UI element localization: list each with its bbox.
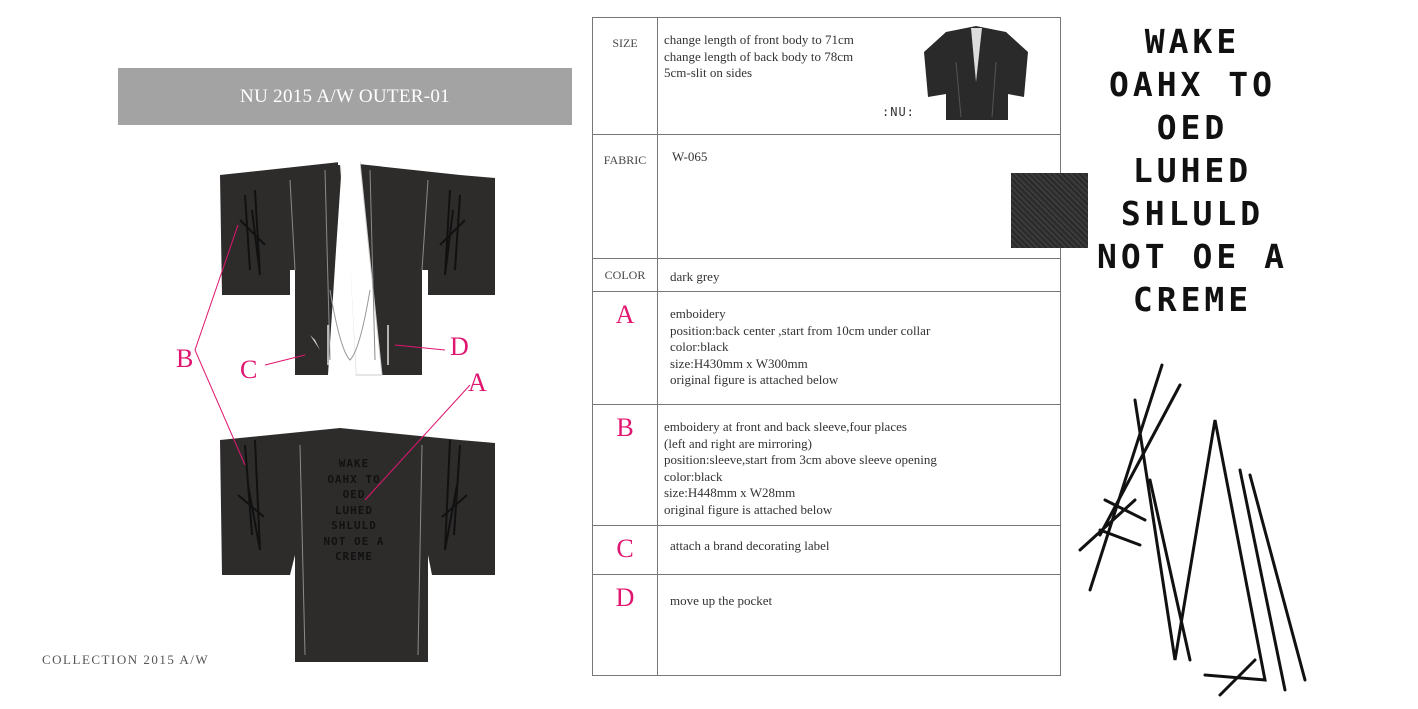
spec-row-color xyxy=(593,259,1061,292)
back-embroidery-line: NOT OE A xyxy=(323,534,385,548)
callout-a: A xyxy=(468,368,487,397)
size-line: change length of front body to 71cm xyxy=(664,32,854,47)
sleeve-embroidery-artwork xyxy=(1070,360,1310,700)
back-embroidery-line: SHLULD xyxy=(331,519,377,532)
callout-d: D xyxy=(450,332,469,361)
spec-row-size xyxy=(593,18,1061,135)
callout-c: C xyxy=(240,355,258,384)
spec-row-fabric xyxy=(593,135,1061,259)
spec-letter-b: B xyxy=(593,405,658,526)
spec-row-b xyxy=(593,405,1061,526)
spec-a-line: color:black xyxy=(670,339,729,354)
spec-a-value xyxy=(658,292,1061,405)
spec-b-line: size:H448mm x W28mm xyxy=(664,485,796,500)
color-label: COLOR xyxy=(593,259,658,292)
artwork-line: NOT OE A xyxy=(1097,237,1288,276)
artwork-line: WAKE xyxy=(1144,22,1241,61)
spec-a-line: size:H430mm x W300mm xyxy=(670,355,808,371)
artwork-line: CREME xyxy=(1132,280,1253,319)
back-embroidery-line: LUHED xyxy=(334,503,374,517)
color-value: dark grey xyxy=(658,259,1061,292)
size-line: change length of back body to 78cm xyxy=(664,48,854,64)
spec-letter-c: C xyxy=(593,526,658,575)
artwork-line: OED xyxy=(1156,108,1229,147)
spec-b-line: emboidery at front and back sleeve,four places xyxy=(664,419,907,434)
spec-d-value: move up the pocket xyxy=(658,575,1061,676)
fabric-value xyxy=(658,135,1061,259)
artwork-line: LUHED xyxy=(1132,151,1253,190)
spec-row-d xyxy=(593,575,1061,676)
spec-row-a xyxy=(593,292,1061,405)
fabric-label: FABRIC xyxy=(593,135,658,259)
size-value xyxy=(658,18,1061,135)
spec-b-line: position:sleeve,start from 3cm above sleeve opening xyxy=(664,452,937,467)
garment-illustration xyxy=(160,150,520,670)
fabric-code: W-065 xyxy=(672,149,708,164)
artwork-line: SHLULD xyxy=(1120,194,1265,233)
garment-photo xyxy=(916,22,1036,122)
back-embroidery-line: OAHX TO xyxy=(327,472,381,486)
spec-a-line: position:back center ,start from 10cm under collar xyxy=(670,322,931,338)
back-embroidery-line: CREME xyxy=(334,550,374,563)
artwork-line: OAHX TO xyxy=(1108,65,1277,104)
spec-table xyxy=(592,17,1061,676)
callout-b: B xyxy=(176,344,194,373)
spec-b-line: (left and right are mirroring) xyxy=(664,435,812,451)
back-embroidery-text xyxy=(314,456,394,565)
spec-b-line: original figure is attached below xyxy=(664,501,833,517)
back-embroidery-line: OED xyxy=(342,488,366,501)
embroidery-artwork-text xyxy=(1075,20,1310,321)
spec-row-c xyxy=(593,526,1061,575)
photo-logo: :NU: xyxy=(882,105,915,119)
spec-b-value xyxy=(658,405,1061,526)
spec-letter-a: A xyxy=(593,292,658,405)
spec-a-line: original figure is attached below xyxy=(670,372,839,387)
collection-footer: COLLECTION 2015 A/W xyxy=(42,652,210,667)
page-title-banner xyxy=(118,68,572,125)
size-line: 5cm-slit on sides xyxy=(664,65,753,80)
back-embroidery-line: WAKE xyxy=(338,457,370,470)
spec-a-line: emboidery xyxy=(670,306,726,321)
size-label: SIZE xyxy=(593,18,658,135)
spec-c-value: attach a brand decorating label xyxy=(658,526,1061,575)
spec-letter-d: D xyxy=(593,575,658,676)
spec-b-line: color:black xyxy=(664,468,723,484)
page-title: NU 2015 A/W OUTER-01 xyxy=(240,85,450,107)
